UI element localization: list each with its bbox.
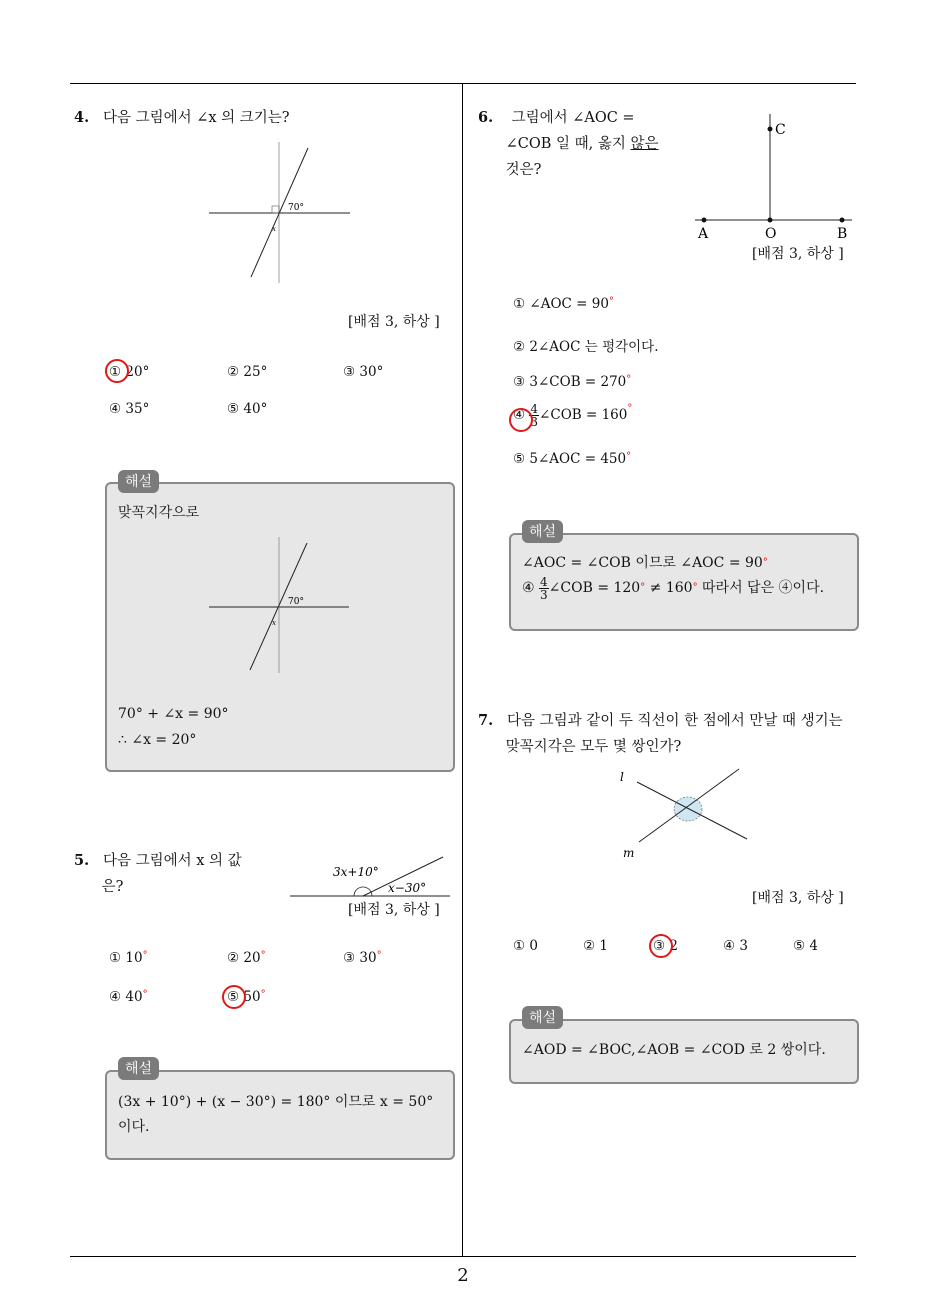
q6-choice-5[interactable] (513, 451, 631, 467)
fraction-denominator: 3 (540, 587, 548, 602)
q4-number: 4. (74, 109, 90, 126)
q5-score: [배점 3, 하상 ] (348, 902, 440, 918)
q4-solution-tag: 해설 (118, 470, 159, 493)
degree-mark: ° (376, 950, 382, 961)
q6-choice-3[interactable] (513, 374, 631, 390)
q6-label-B: B (837, 226, 848, 242)
q6-choice-3-text: ③ 3∠COB = 270 (513, 374, 627, 390)
q6-solution-line1 (522, 550, 768, 576)
q7-number: 7. (478, 712, 494, 729)
q5-choice-4-text: ④ 40 (109, 989, 143, 1005)
q7-choice-4[interactable]: ④ 3 (723, 938, 748, 954)
q5-question (74, 848, 242, 900)
fraction-numerator: 4 (530, 402, 539, 416)
degree-mark: ° (692, 582, 698, 593)
fraction-denominator: 3 (530, 415, 539, 429)
q5-fig-label-b: x−30° (388, 881, 427, 895)
q7-label-l: l (620, 770, 624, 784)
q6-solution-line2-prefix: ④ (522, 580, 535, 596)
q4-solution-line2: ∴ ∠x = 20° (118, 732, 197, 748)
degree-mark: ° (260, 989, 266, 1000)
q5-choice-1[interactable] (109, 950, 148, 966)
q5-choice-2[interactable] (227, 950, 266, 966)
degree-mark: ° (762, 557, 768, 568)
degree-mark: ° (627, 403, 633, 414)
degree-mark: ° (260, 950, 266, 961)
q6-text-line1: 그림에서 ∠AOC = (511, 110, 635, 126)
q7-text-line1: 다음 그림과 같이 두 직선이 한 점에서 만날 때 생기는 (506, 713, 843, 729)
q4-solution-figure (205, 535, 355, 675)
q4-choice-2[interactable]: ② 25° (227, 364, 268, 380)
q5-text-line1: 다음 그림에서 x 의 값 (102, 853, 242, 869)
q4-choice-1[interactable]: ① 20° (109, 364, 150, 380)
q5-choice-4[interactable] (109, 989, 148, 1005)
q6-text-line2a: ∠COB 일 때, 옳지 (505, 136, 631, 152)
q5-text-line2: 은? (101, 879, 124, 895)
q6-choice-1-text: ① ∠AOC = 90 (513, 296, 609, 312)
q6-solution-line2-d: 따라서 답은 ④이다. (697, 580, 825, 596)
q6-label-A: A (698, 226, 709, 242)
q4-choice-3[interactable]: ③ 30° (343, 364, 384, 380)
q6-choice-5-text: ⑤ 5∠AOC = 450 (513, 451, 627, 467)
q7-score: [배점 3, 하상 ] (752, 890, 844, 906)
q4-answer-mark (105, 359, 129, 383)
q4-sol-label-70: 70° (288, 597, 304, 607)
q6-text-line3: 것은? (505, 162, 542, 178)
q7-solution-line1: ∠AOD = ∠BOC,∠AOB = ∠COD 로 2 쌍이다. (522, 1042, 826, 1058)
q5-choice-5-text: ⑤ 50 (227, 989, 261, 1005)
degree-mark: ° (640, 582, 646, 593)
q6-solution-fraction (539, 576, 549, 601)
q6-solution-line1-text: ∠AOC = ∠COB 이므로 ∠AOC = 90 (522, 555, 763, 571)
q4-choice-4[interactable]: ④ 35° (109, 401, 150, 417)
q4-sol-label-x: x (272, 619, 276, 627)
q5-choice-3-text: ③ 30 (343, 950, 377, 966)
q7-text-line2: 맞꼭지각은 모두 몇 쌍인가? (505, 739, 682, 755)
degree-mark: ° (142, 989, 148, 1000)
q5-choice-1-text: ① 10 (109, 950, 143, 966)
q6-solution-line2-c: ≠ 160 (645, 580, 693, 596)
q6-label-C: C (775, 122, 786, 138)
q4-solution-line1: 70° + ∠x = 90° (118, 706, 229, 722)
q6-choice-1[interactable] (513, 296, 614, 312)
q6-choice-4-prefix: ④ (513, 407, 526, 423)
q5-solution-box (105, 1070, 455, 1160)
q6-figure (690, 112, 855, 242)
q5-number: 5. (74, 852, 90, 869)
q7-figure (615, 765, 755, 865)
q4-fig-label-x: x (272, 225, 276, 233)
top-rule (70, 83, 856, 84)
q7-label-m: m (623, 846, 635, 860)
q5-solution-tag: 해설 (118, 1057, 159, 1080)
q7-choice-3[interactable]: ③ 2 (653, 938, 678, 954)
q6-answer-mark (509, 408, 533, 432)
q6-score: [배점 3, 하상 ] (752, 246, 844, 262)
q4-question (74, 105, 290, 131)
q4-solution-intro: 맞꼭지각으로 (118, 505, 200, 521)
page-number: 2 (457, 1265, 469, 1286)
q5-solution-line1: (3x + 10°) + (x − 30°) = 180° 이므로 x = 50° (118, 1094, 434, 1110)
q5-solution-line2: 이다. (118, 1119, 150, 1135)
q7-answer-mark (649, 934, 673, 958)
q7-solution-tag: 해설 (522, 1006, 563, 1029)
q6-choice-2[interactable]: ② 2∠AOC 는 평각이다. (513, 339, 659, 355)
q6-solution-tag: 해설 (522, 520, 563, 543)
degree-mark: ° (626, 451, 632, 462)
q4-score: [배점 3, 하상 ] (348, 314, 440, 330)
q4-choice-5[interactable]: ⑤ 40° (227, 401, 268, 417)
q6-question (478, 105, 659, 183)
q6-choice-4-text: ∠COB = 160 (539, 407, 628, 423)
fraction-numerator: 4 (540, 574, 548, 589)
q4-text: 다음 그림에서 ∠x 의 크기는? (102, 110, 290, 126)
degree-mark: ° (142, 950, 148, 961)
q6-solution-line2 (522, 575, 824, 601)
q6-solution-line2-b: ∠COB = 120 (548, 580, 641, 596)
column-divider (462, 83, 463, 1257)
q4-fig-label-70: 70° (288, 203, 304, 213)
q4-figure (205, 140, 355, 285)
q5-answer-mark (222, 985, 246, 1009)
bottom-rule (70, 1256, 856, 1257)
q7-choice-1[interactable]: ① 0 (513, 938, 538, 954)
q7-question (478, 708, 843, 760)
q6-number: 6. (478, 109, 494, 126)
q6-text-line2b: 않은 (630, 136, 659, 152)
degree-mark: ° (608, 296, 614, 307)
q5-figure (288, 855, 453, 905)
q5-choice-2-text: ② 20 (227, 950, 261, 966)
q7-choice-2[interactable]: ② 1 (583, 938, 608, 954)
q7-choice-5[interactable]: ⑤ 4 (793, 938, 818, 954)
q6-label-O: O (765, 226, 777, 242)
degree-mark: ° (626, 374, 632, 385)
q5-fig-label-a: 3x+10° (333, 865, 379, 879)
q5-choice-3[interactable] (343, 950, 382, 966)
